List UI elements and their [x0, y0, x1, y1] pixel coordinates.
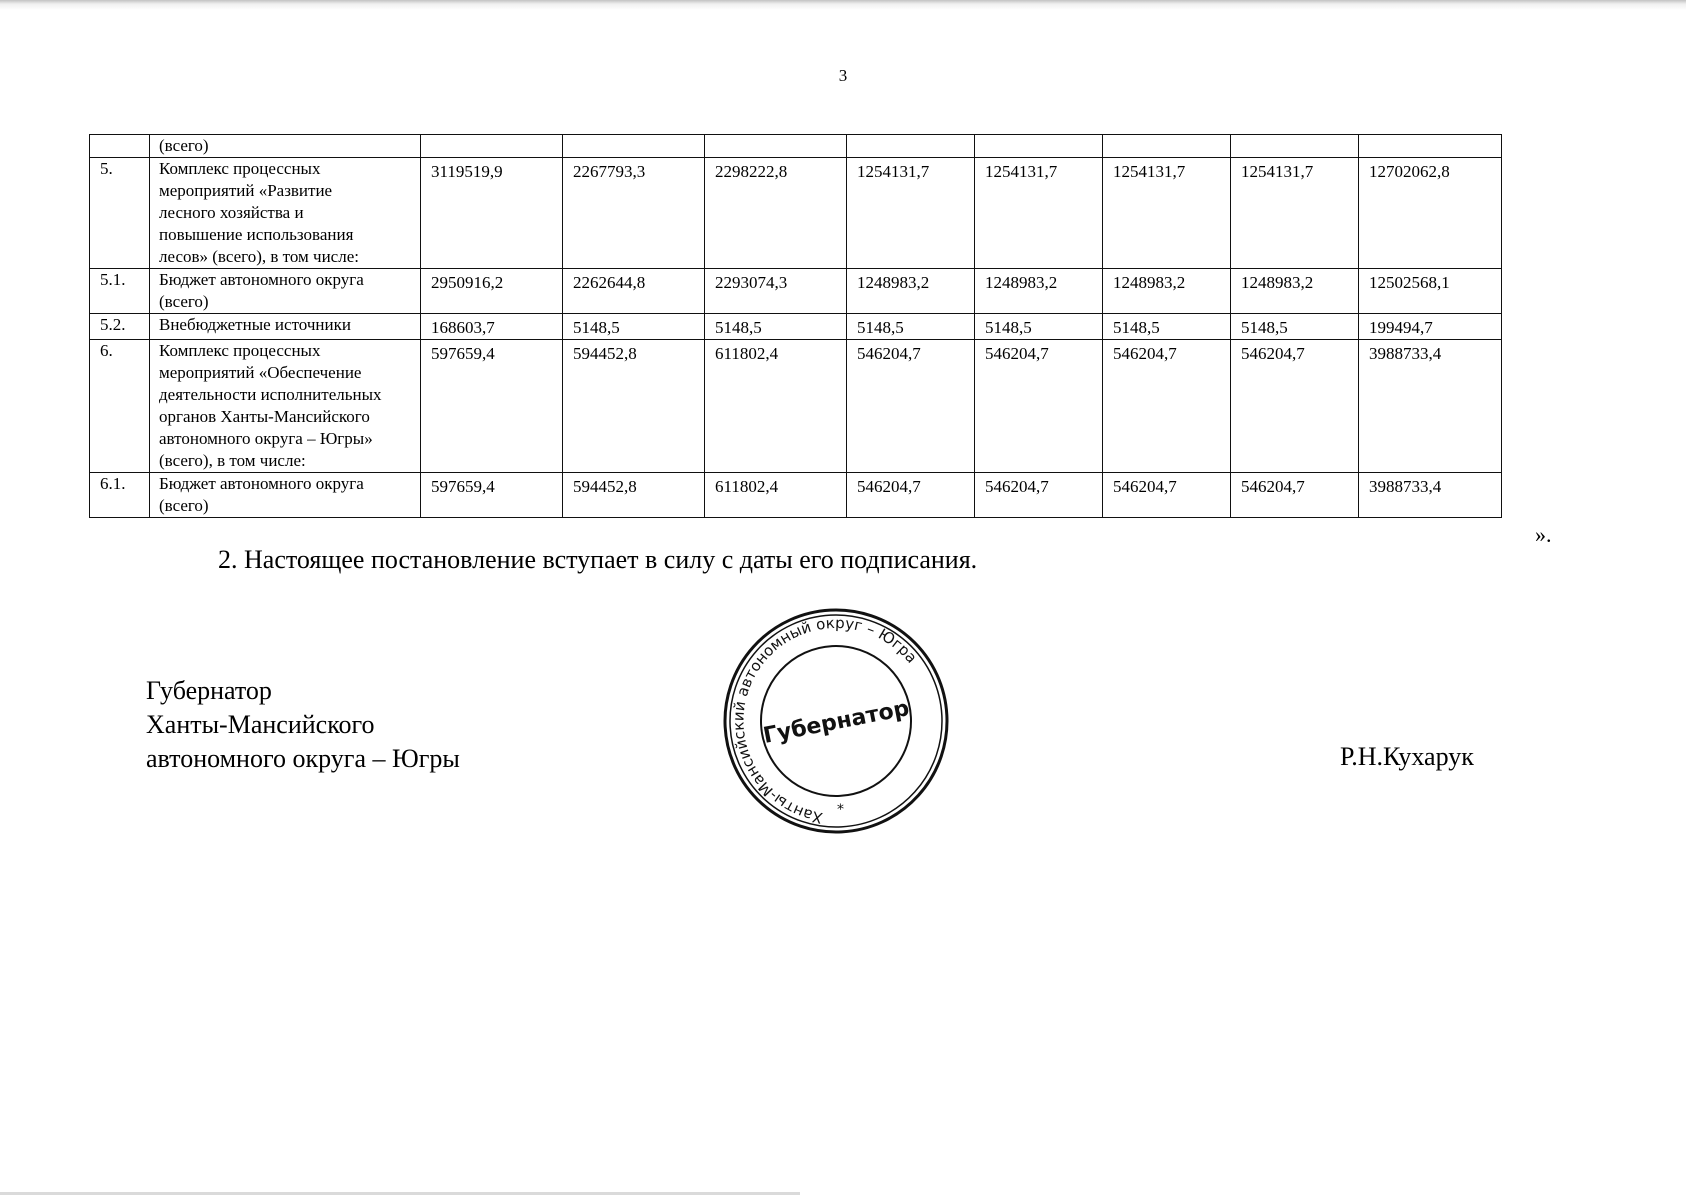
- value-cell: 546204,7: [1231, 340, 1359, 473]
- value-cell: 1254131,7: [975, 158, 1103, 269]
- value-cell: 2267793,3: [563, 158, 705, 269]
- value-cell: 1254131,7: [847, 158, 975, 269]
- value-cell: 594452,8: [563, 473, 705, 518]
- row-name-line: мероприятий «Обеспечение: [159, 363, 362, 382]
- value-cell: [421, 135, 563, 158]
- value-cell: 3988733,4: [1359, 473, 1502, 518]
- row-name-line: (всего), в том числе:: [159, 451, 306, 470]
- signer-title: [146, 674, 460, 776]
- value-cell: 2950916,2: [421, 269, 563, 314]
- table-body: [90, 135, 1502, 518]
- value-cell: 5148,5: [705, 314, 847, 340]
- value-cell: 3988733,4: [1359, 340, 1502, 473]
- row-name-line: повышение использования: [159, 225, 354, 244]
- value-cell: 597659,4: [421, 473, 563, 518]
- row-code: 5.: [90, 158, 150, 269]
- seal-star: *: [836, 801, 845, 819]
- value-cell: 546204,7: [975, 473, 1103, 518]
- row-name-line: Комплекс процессных: [159, 159, 321, 178]
- row-code: [90, 135, 150, 158]
- closing-quote: ».: [1535, 522, 1552, 547]
- value-cell: 12702062,8: [1359, 158, 1502, 269]
- row-name: [150, 314, 421, 340]
- row-name-line: Бюджет автономного округа: [159, 474, 364, 493]
- value-cell: 1248983,2: [975, 269, 1103, 314]
- value-cell: 3119519,9: [421, 158, 563, 269]
- value-cell: 1254131,7: [1231, 158, 1359, 269]
- signer-name: Р.Н.Кухарук: [1340, 742, 1474, 771]
- value-cell: 5148,5: [847, 314, 975, 340]
- page-number: 3: [838, 66, 848, 85]
- value-cell: 1254131,7: [1103, 158, 1231, 269]
- signer-title-line: автономного округа – Югры: [146, 744, 460, 773]
- row-code: 6.: [90, 340, 150, 473]
- value-cell: [975, 135, 1103, 158]
- value-cell: 1248983,2: [1231, 269, 1359, 314]
- row-code: 6.1.: [90, 473, 150, 518]
- row-name-line: мероприятий «Развитие: [159, 181, 333, 200]
- budget-table: [89, 134, 1502, 518]
- value-cell: [1231, 135, 1359, 158]
- value-cell: 199494,7: [1359, 314, 1502, 340]
- value-cell: [847, 135, 975, 158]
- row-name: [150, 340, 421, 473]
- value-cell: [1359, 135, 1502, 158]
- row-name-line: лесов» (всего), в том числе:: [159, 247, 359, 266]
- row-name-line: органов Ханты-Мансийского: [159, 407, 370, 426]
- table-row: [90, 269, 1502, 314]
- row-code: 5.1.: [90, 269, 150, 314]
- row-name: [150, 473, 421, 518]
- value-cell: 546204,7: [975, 340, 1103, 473]
- row-name-line: лесного хозяйства и: [159, 203, 304, 222]
- value-cell: 546204,7: [847, 473, 975, 518]
- table-row: [90, 135, 1502, 158]
- value-cell: 2262644,8: [563, 269, 705, 314]
- value-cell: 546204,7: [1231, 473, 1359, 518]
- value-cell: 2298222,8: [705, 158, 847, 269]
- scan-edge-bottom: [0, 1192, 800, 1195]
- value-cell: [563, 135, 705, 158]
- row-name-line: автономного округа – Югры»: [159, 429, 373, 448]
- row-name-line: Комплекс процессных: [159, 341, 321, 360]
- value-cell: [1103, 135, 1231, 158]
- row-name-line: (всего): [159, 136, 209, 155]
- value-cell: 1248983,2: [1103, 269, 1231, 314]
- row-name: [150, 269, 421, 314]
- value-cell: 546204,7: [1103, 473, 1231, 518]
- value-cell: 12502568,1: [1359, 269, 1502, 314]
- scan-edge-top: [0, 0, 1686, 10]
- value-cell: 5148,5: [1103, 314, 1231, 340]
- value-cell: 611802,4: [705, 340, 847, 473]
- row-name-line: (всего): [159, 292, 209, 311]
- clause-effective-date: 2. Настоящее постановление вступает в силу с даты его подписания.: [218, 545, 978, 574]
- value-cell: 611802,4: [705, 473, 847, 518]
- row-name: [150, 135, 421, 158]
- table-row: [90, 314, 1502, 340]
- value-cell: 168603,7: [421, 314, 563, 340]
- value-cell: 1248983,2: [847, 269, 975, 314]
- row-name-line: Внебюджетные источники: [159, 315, 351, 334]
- table-row: [90, 340, 1502, 473]
- row-name: [150, 158, 421, 269]
- signer-title-line: Ханты-Мансийского: [146, 710, 375, 739]
- row-name-line: (всего): [159, 496, 209, 515]
- value-cell: 5148,5: [1231, 314, 1359, 340]
- value-cell: 597659,4: [421, 340, 563, 473]
- row-code: 5.2.: [90, 314, 150, 340]
- value-cell: 546204,7: [1103, 340, 1231, 473]
- value-cell: 546204,7: [847, 340, 975, 473]
- value-cell: 5148,5: [563, 314, 705, 340]
- official-seal: [721, 606, 951, 836]
- row-name-line: Бюджет автономного округа: [159, 270, 364, 289]
- row-name-line: деятельности исполнительных: [159, 385, 382, 404]
- value-cell: 2293074,3: [705, 269, 847, 314]
- signer-title-line: Губернатор: [146, 676, 272, 705]
- value-cell: 594452,8: [563, 340, 705, 473]
- value-cell: 5148,5: [975, 314, 1103, 340]
- seal-center-text: Губернатор: [761, 696, 912, 749]
- seal-ring-text: Ханты-Мансийский автономный округ – Югра: [729, 613, 921, 827]
- value-cell: [705, 135, 847, 158]
- table-row: [90, 158, 1502, 269]
- table-row: [90, 473, 1502, 518]
